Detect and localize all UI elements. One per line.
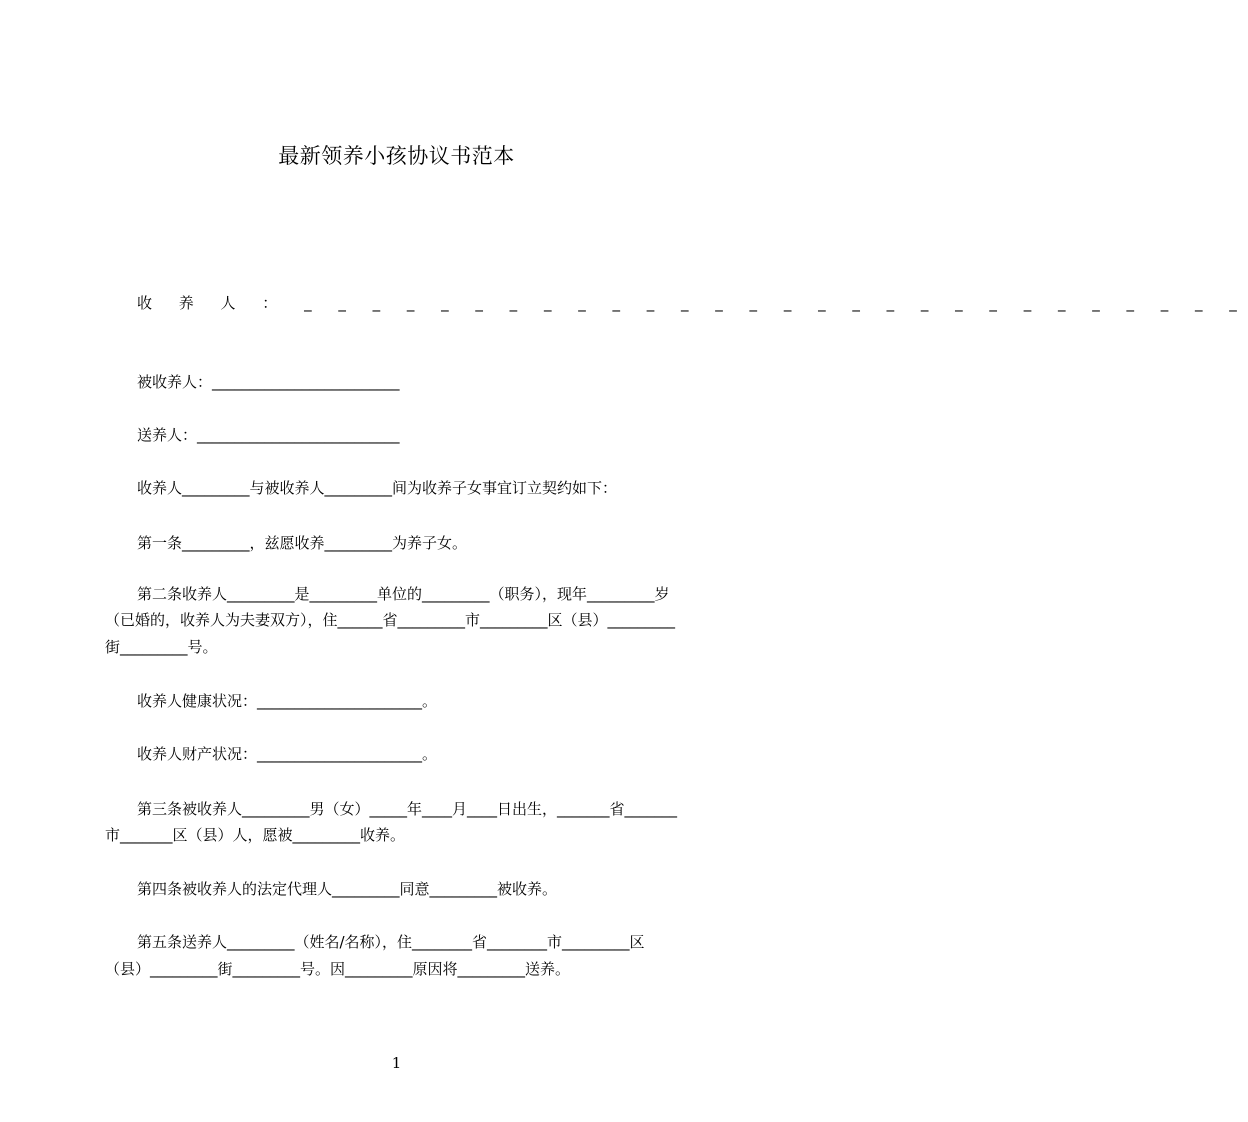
article-4-line: 第四条被收养人的法定代理人_________同意_________被收养。 bbox=[137, 880, 558, 898]
article-5-line-2: （县）_________街_________号。因_________原因将_________送养。 bbox=[105, 960, 571, 978]
health-status-line: 收养人健康状况：______________________。 bbox=[137, 692, 438, 710]
page-number: 1 bbox=[391, 1054, 402, 1072]
article-1-line: 第一条_________，兹愿收养_________为养子女。 bbox=[137, 534, 468, 552]
property-status-line: 收养人财产状况：______________________。 bbox=[137, 745, 438, 763]
article-5-line-1: 第五条送养人_________（姓名/名称），住________省________市_________区 bbox=[137, 933, 645, 951]
article-2-line-1: 第二条收养人_________是_________单位的_________（职务），现年_________岁 bbox=[137, 585, 670, 603]
sender-line: 送养人：___________________________ bbox=[137, 426, 400, 444]
article-3-line-1: 第三条被收养人_________男（女）_____年____月____日出生，_______省_______ bbox=[137, 800, 678, 818]
adopter-line: 收 养 人 ： _ _ _ _ _ _ _ _ _ _ _ _ _ _ _ _ _ _ _ _ _ _ _ _ _ _ _ _ bbox=[137, 294, 1248, 312]
article-2-line-3: 街_________号。 bbox=[105, 638, 218, 656]
preamble-line: 收养人_________与被收养人_________间为收养子女事宜订立契约如下： bbox=[137, 479, 618, 497]
adoptee-line: 被收养人：_________________________ bbox=[137, 373, 400, 391]
document-title: 最新领养小孩协议书范本 bbox=[278, 144, 515, 168]
article-3-line-2: 市_______区（县）人，愿被_________收养。 bbox=[105, 826, 406, 844]
article-2-line-2: （已婚的，收养人为夫妻双方），住______省_________市_________区（县）_________ bbox=[105, 611, 676, 629]
